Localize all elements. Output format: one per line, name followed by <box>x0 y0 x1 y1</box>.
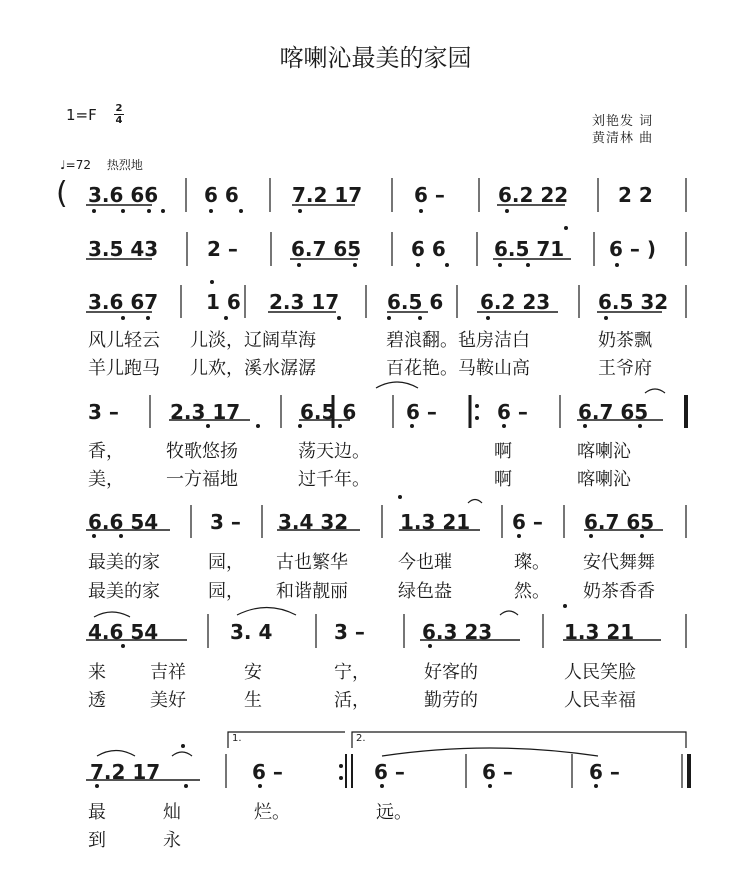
measure-7-2: 6 – <box>252 760 283 784</box>
tempo-value: ♩=72 <box>60 158 91 172</box>
measure-3-6: 6.5 32 <box>598 290 669 314</box>
lyric-3-1a: 风儿轻云 <box>88 330 160 351</box>
measure-1-4: 6 – <box>414 183 445 207</box>
lyric-3-2a: 儿淡，辽阔草海 <box>190 330 316 351</box>
measure-3-4: 6.5 6 <box>387 290 444 314</box>
measure-6-2: 3. 4 <box>230 620 273 644</box>
composer-credit: 黄清林 曲 <box>592 131 654 146</box>
lyric-4-1b: 美， <box>88 469 124 490</box>
measure-7-1: 7.2 17 <box>90 760 161 784</box>
expression-marking: 热烈地 <box>106 158 143 172</box>
lyric-3-2b: 儿欢，溪水潺潺 <box>190 358 316 379</box>
measure-2-4: 6 6 <box>411 237 446 261</box>
lyric-6-2a: 吉祥 <box>150 662 186 683</box>
measure-5-1: 6.6 54 <box>88 510 159 534</box>
measure-6-1: 4.6 54 <box>88 620 159 644</box>
measure-6-3: 3 – <box>334 620 365 644</box>
measure-5-3: 3.4 32 <box>278 510 349 534</box>
measure-3-3: 2.3 17 <box>269 290 340 314</box>
lyric-5-6b: 奶茶香香 <box>583 581 655 602</box>
measure-7-4: 6 – <box>482 760 513 784</box>
measure-4-2: 2.3 17 <box>170 400 241 424</box>
measure-5-2: 3 – <box>210 510 241 534</box>
measure-1-5: 6.2 22 <box>498 183 569 207</box>
lyric-7-4a: 远。 <box>376 802 412 823</box>
lyric-5-4a: 今也璀 <box>398 552 452 573</box>
measure-4-5: 6 – <box>497 400 528 424</box>
lyric-7-1a: 最 <box>88 802 106 823</box>
measure-1-2: 6 6 <box>204 183 239 207</box>
measure-2-5: 6.5 71 <box>494 237 565 261</box>
lyricist-credit: 刘艳发 词 <box>592 114 654 129</box>
measure-4-3: 6.5 6 <box>300 400 357 424</box>
measure-4-1: 3 – <box>88 400 119 424</box>
lyric-6-3b: 生 <box>244 690 262 711</box>
lyric-5-5a: 璨。 <box>514 552 550 573</box>
lyric-7-2a: 灿 <box>163 802 181 823</box>
lyric-4-2a: 牧歌悠扬 <box>166 441 238 462</box>
lyric-3-4b: 王爷府 <box>598 358 652 379</box>
song-title: 喀喇沁最美的家园 <box>279 44 472 72</box>
measure-1-3: 7.2 17 <box>292 183 363 207</box>
lyric-7-2b: 永 <box>163 830 181 851</box>
measure-7-3: 6 – <box>374 760 405 784</box>
lyric-5-5b: 然。 <box>514 581 550 602</box>
key-signature: 1=F <box>66 106 97 124</box>
measure-1-6: 2 2 <box>618 183 653 207</box>
time-signature-top: 2 <box>115 103 123 114</box>
time-signature-bottom: 4 <box>115 115 123 126</box>
lyric-6-4a: 宁， <box>334 662 370 683</box>
lyric-4-4b: 啊 <box>494 469 512 490</box>
measure-3-2: 1 6 <box>206 290 241 314</box>
measure-3-5: 6.2 23 <box>480 290 551 314</box>
lyric-4-3b: 过千年。 <box>298 469 370 490</box>
measure-4-4: 6 – <box>406 400 437 424</box>
lyric-4-1a: 香， <box>88 441 124 462</box>
lyric-6-5b: 勤劳的 <box>424 690 478 711</box>
lyric-5-2a: 园， <box>208 552 244 573</box>
lyric-6-6b: 人民幸福 <box>564 690 636 711</box>
lyric-6-3a: 安 <box>244 662 262 683</box>
lyric-6-2b: 美好 <box>150 690 186 711</box>
measure-2-3: 6.7 65 <box>291 237 362 261</box>
lyric-6-5a: 好客的 <box>424 662 478 683</box>
lyric-3-1b: 羊儿跑马 <box>88 358 160 379</box>
measure-5-6: 6.7 65 <box>584 510 655 534</box>
lyric-6-4b: 活， <box>334 690 370 711</box>
lyric-5-1a: 最美的家 <box>88 552 160 573</box>
lyric-3-4a: 奶茶飘 <box>598 330 652 351</box>
measure-5-5: 6 – <box>512 510 543 534</box>
lyric-5-1b: 最美的家 <box>88 581 160 602</box>
lyric-5-6a: 安代舞舞 <box>583 552 655 573</box>
repeat-open-paren: ( <box>56 176 68 211</box>
measure-3-1: 3.6 67 <box>88 290 159 314</box>
measure-6-4: 6.3 23 <box>422 620 493 644</box>
lyric-5-3b: 和谐靓丽 <box>276 581 348 602</box>
lyric-3-3a: 碧浪翻。毡房洁白 <box>386 330 530 351</box>
lyric-7-3a: 烂。 <box>254 802 290 823</box>
volta-first-label: 1. <box>232 733 242 744</box>
measure-5-4: 1.3 21 <box>400 510 471 534</box>
lyric-4-4a: 啊 <box>494 441 512 462</box>
lyric-5-4b: 绿色盎 <box>398 581 452 602</box>
measure-1-1: 3.6 66 <box>88 183 159 207</box>
measure-2-2: 2 – <box>207 237 238 261</box>
lyric-4-2b: 一方福地 <box>166 469 238 490</box>
lyric-4-3a: 荡天边。 <box>298 441 370 462</box>
lyric-5-2b: 园， <box>208 581 244 602</box>
lyric-6-6a: 人民笑脸 <box>564 662 636 683</box>
lyric-3-3b: 百花艳。马鞍山高 <box>386 358 530 379</box>
lyric-6-1a: 来 <box>88 662 106 683</box>
lyric-4-5a: 喀喇沁 <box>577 441 631 462</box>
measure-6-5: 1.3 21 <box>564 620 635 644</box>
lyric-4-5b: 喀喇沁 <box>577 469 631 490</box>
measure-4-6: 6.7 65 <box>578 400 649 424</box>
lyric-5-3a: 古也繁华 <box>276 552 348 573</box>
volta-second-label: 2. <box>356 733 366 744</box>
measure-2-6: 6 – ) <box>609 237 656 261</box>
lyric-7-1b: 到 <box>88 830 106 851</box>
measure-7-5: 6 – <box>589 760 620 784</box>
measure-2-1: 3.5 43 <box>88 237 159 261</box>
lyric-6-1b: 透 <box>88 690 106 711</box>
